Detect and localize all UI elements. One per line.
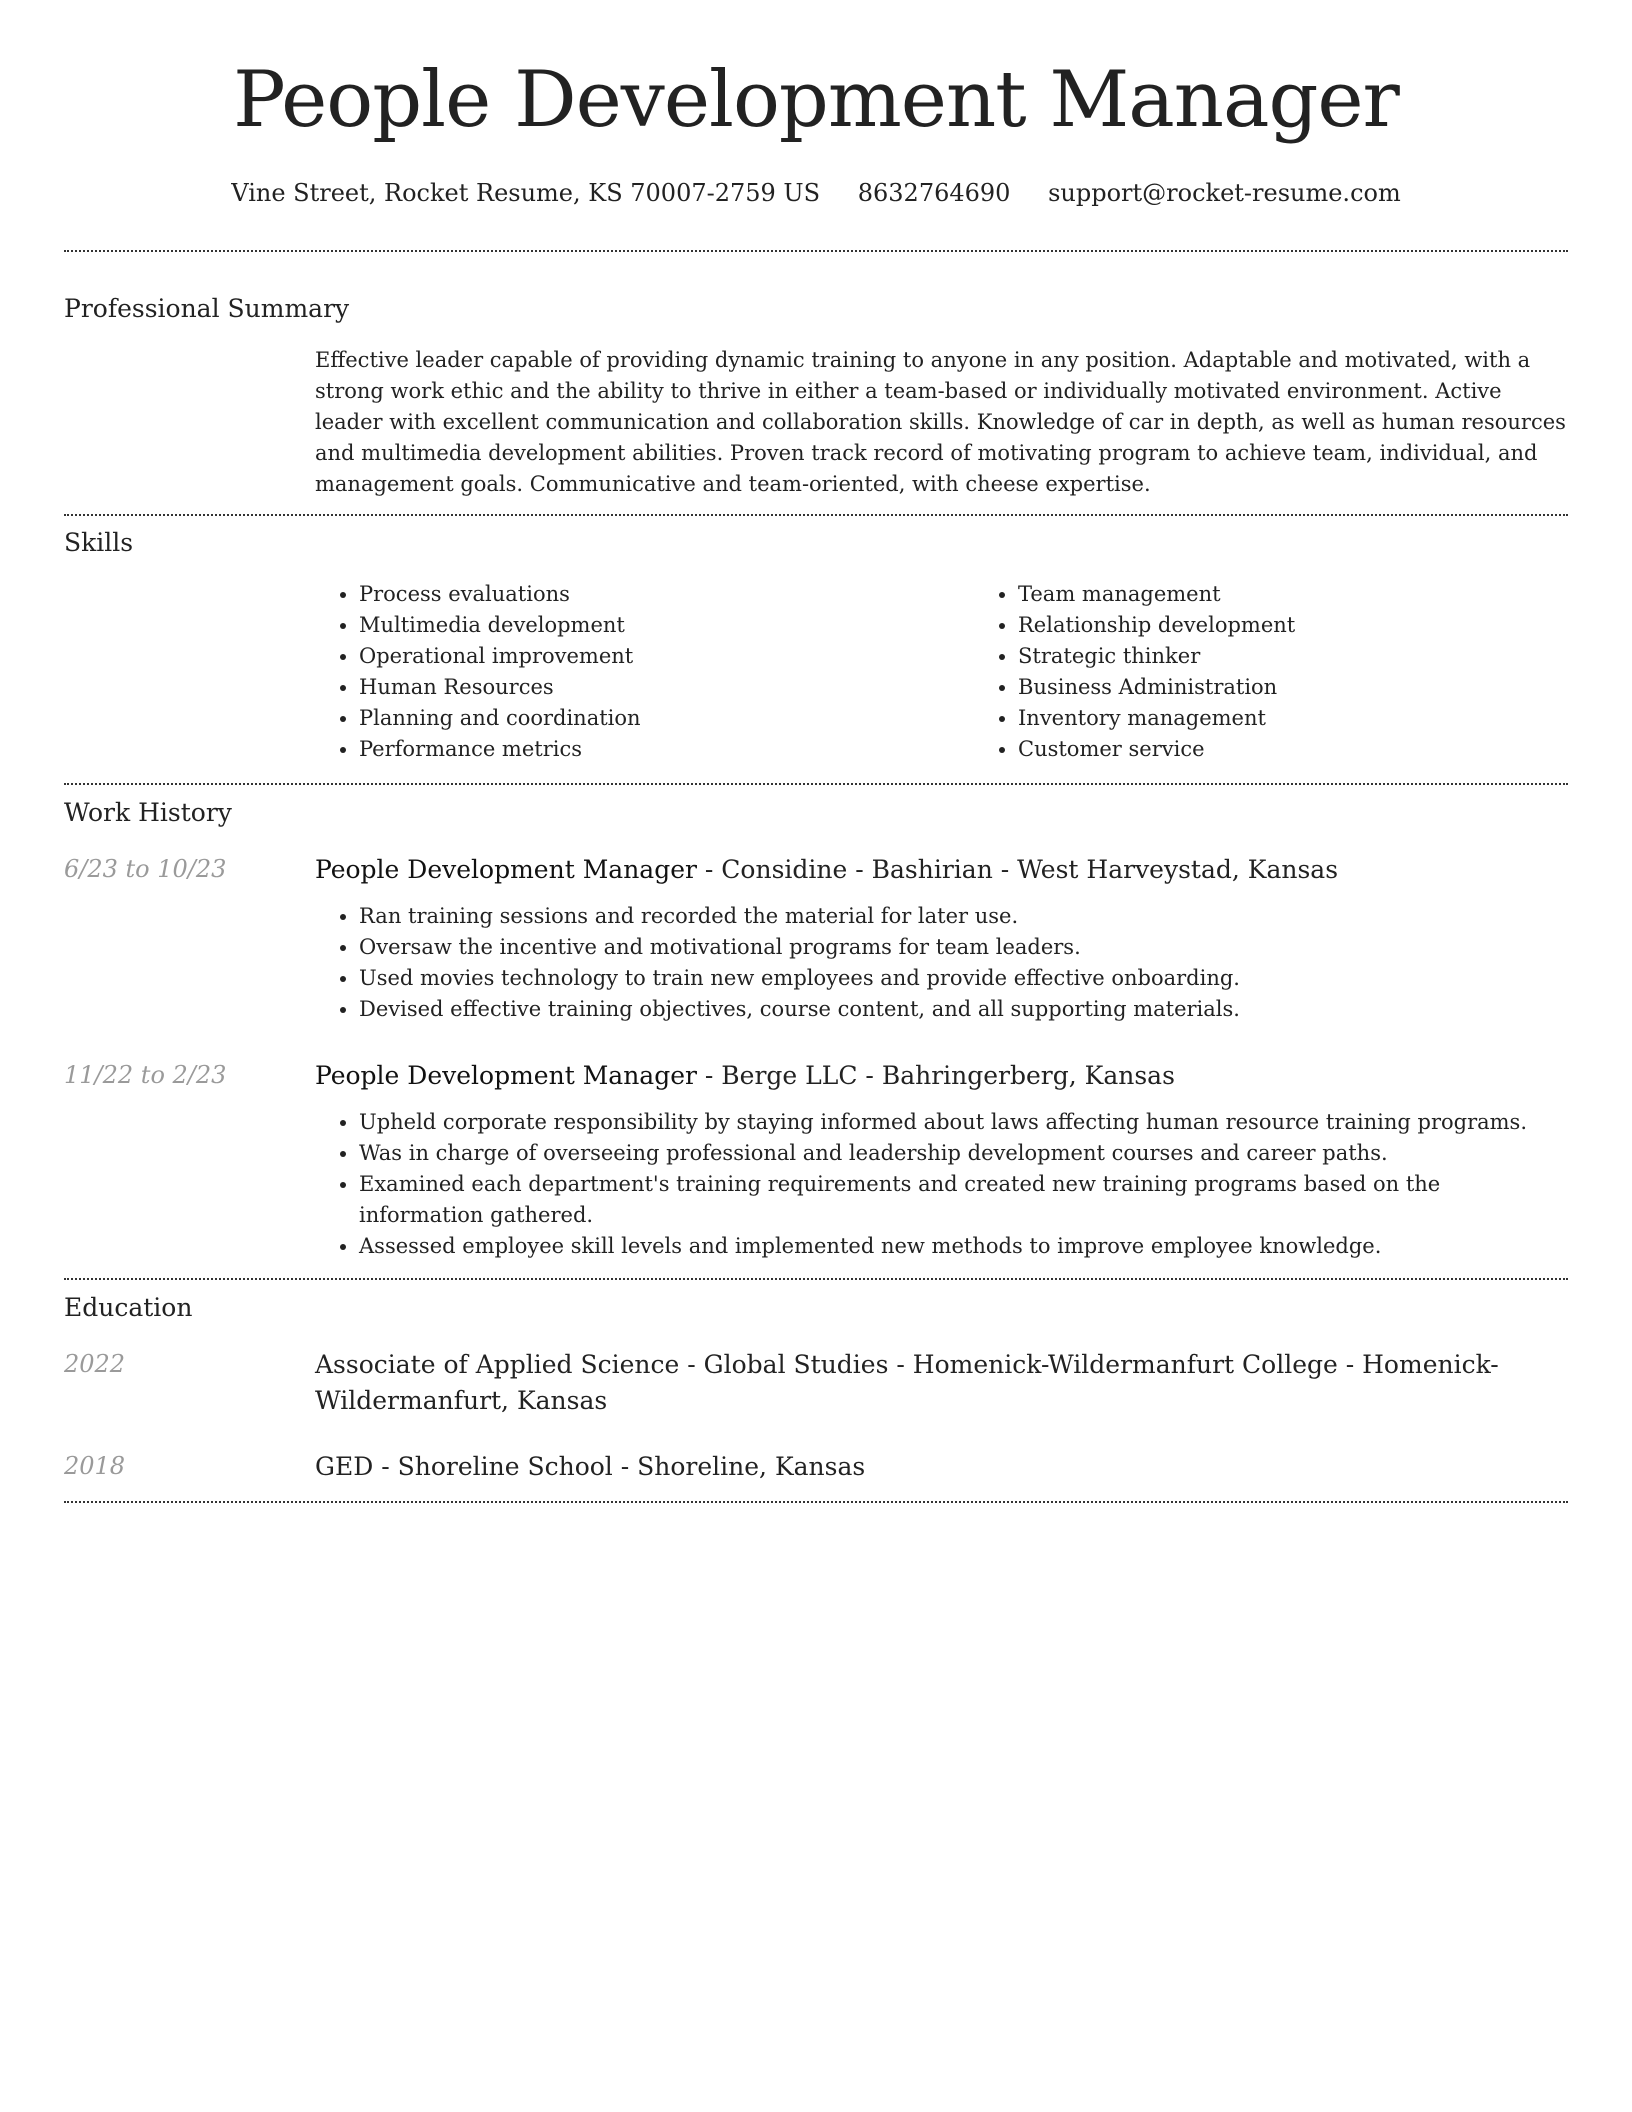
- section-divider: [64, 1501, 1568, 1503]
- section-divider: [64, 783, 1568, 785]
- skill-item: • Operational improvement: [359, 641, 974, 672]
- summary-text: Effective leader capable of providing dynamic training to anyone in any position. Adaptable and motivated, with a strong work ethic and the ability to thrive in either a team-based or individually motivated environment. Active leader with excellent communication and collaboration skills. Knowledge of car in depth, as well as human resources and multimedia development abilities. Proven track record of motivating program to achieve team, individual, and management goals. Communicative and team-oriented, with cheese expertise.: [315, 348, 1566, 496]
- summary-row: [64, 345, 1568, 500]
- job-role: People Development Manager: [315, 855, 697, 884]
- job-bullet: • Ran training sessions and recorded the material for later use.: [359, 901, 1568, 932]
- job-heading: [315, 852, 1568, 888]
- skill-item: • Process evaluations: [359, 579, 974, 610]
- job-bullet: • Upheld corporate responsibility by staying informed about laws affecting human resource training programs.: [359, 1107, 1568, 1138]
- section-divider: [64, 514, 1568, 516]
- skill-item: • Relationship development: [1018, 610, 1632, 641]
- summary-title: Professional Summary: [64, 294, 350, 323]
- skill-item: • Human Resources: [359, 672, 974, 703]
- summary-section: [64, 292, 1568, 500]
- job-bullets: [315, 901, 1568, 1025]
- education-school: - Homenick-Wildermanfurt College - Homenick-Wildermanfurt, Kansas: [315, 1350, 1499, 1415]
- job-role: People Development Manager: [315, 1061, 697, 1090]
- education-title: Education: [64, 1293, 193, 1322]
- education-section: [64, 1291, 1568, 1485]
- job-dates: 6/23 to 10/23: [64, 855, 227, 883]
- skill-item: • Multimedia development: [359, 610, 974, 641]
- section-divider: [64, 1278, 1568, 1280]
- job-bullet: • Was in charge of overseeing professional and leadership development courses and career paths.: [359, 1138, 1568, 1169]
- job-entry: [64, 1058, 1568, 1262]
- education-school: - Shoreline School - Shoreline, Kansas: [373, 1452, 866, 1481]
- skill-item: • Inventory management: [1018, 703, 1632, 734]
- job-bullet: • Oversaw the incentive and motivational programs for team leaders.: [359, 932, 1568, 963]
- job-bullet: • Used movies technology to train new employees and provide effective onboarding.: [359, 963, 1568, 994]
- work-title: Work History: [64, 798, 232, 827]
- skills-columns: [315, 579, 1632, 765]
- work-section: [64, 796, 1568, 1262]
- education-entry: [64, 1449, 1568, 1485]
- education-degree: GED: [315, 1452, 374, 1481]
- job-bullet: • Examined each department's training requirements and created new training programs based on the information gathered.: [359, 1169, 1568, 1231]
- resume-header: [64, 0, 1568, 210]
- education-heading: [315, 1449, 1568, 1485]
- contact-line: [64, 176, 1568, 210]
- job-bullet: • Assessed employee skill levels and implemented new methods to improve employee knowledge.: [359, 1231, 1568, 1262]
- contact-email: support@rocket-resume.com: [1048, 179, 1401, 207]
- contact-phone: 8632764690: [857, 179, 1011, 207]
- job-bullets: [315, 1107, 1568, 1262]
- skills-list-left: [315, 579, 974, 765]
- education-year: 2018: [64, 1452, 126, 1480]
- skill-item: • Performance metrics: [359, 734, 974, 765]
- skills-left-spacer: [64, 579, 315, 765]
- skill-item: • Strategic thinker: [1018, 641, 1632, 672]
- skill-item: • Planning and coordination: [359, 703, 974, 734]
- job-entry: [64, 852, 1568, 1025]
- job-employer: - Berge LLC - Bahringerberg, Kansas: [696, 1061, 1175, 1090]
- skill-item: • Team management: [1018, 579, 1632, 610]
- education-heading: [315, 1347, 1568, 1419]
- candidate-name: People Development Manager: [233, 55, 1399, 145]
- section-divider: [64, 250, 1568, 252]
- contact-address: Vine Street, Rocket Resume, KS 70007-2759 US: [231, 179, 821, 207]
- job-dates: 11/22 to 2/23: [64, 1061, 227, 1089]
- skills-list-right: [974, 579, 1632, 765]
- education-degree: Associate of Applied Science - Global Studies: [315, 1350, 889, 1379]
- education-year: 2022: [64, 1350, 126, 1378]
- skills-row: [64, 579, 1568, 765]
- skills-title: Skills: [64, 528, 134, 557]
- job-bullet: • Devised effective training objectives, course content, and all supporting materials.: [359, 994, 1568, 1025]
- skill-item: • Business Administration: [1018, 672, 1632, 703]
- job-heading: [315, 1058, 1568, 1094]
- summary-left-spacer: [64, 345, 315, 500]
- job-employer: - Considine - Bashirian - West Harveystad, Kansas: [696, 855, 1339, 884]
- education-entry: [64, 1347, 1568, 1419]
- skills-section: [64, 526, 1568, 765]
- skill-item: • Customer service: [1018, 734, 1632, 765]
